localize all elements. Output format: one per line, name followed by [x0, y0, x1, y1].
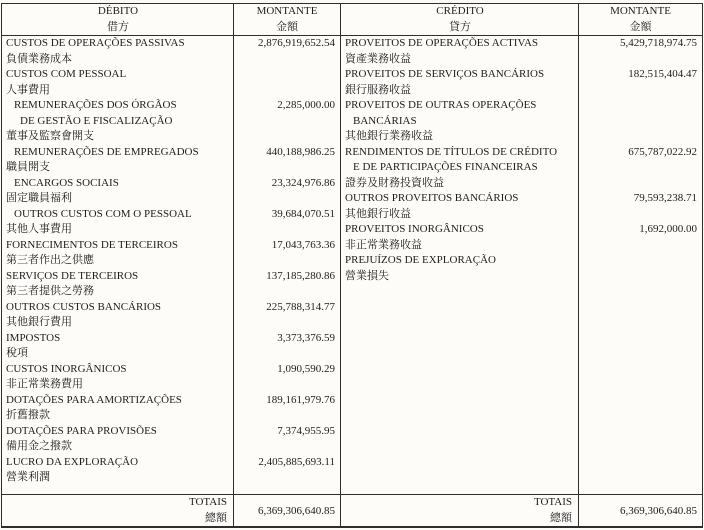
table-row	[2, 439, 340, 455]
row-label: 負債業務成本	[6, 52, 72, 65]
row-amount	[579, 129, 702, 145]
row-label: DOTAÇÕES PARA AMORTIZAÇÕES	[6, 393, 182, 406]
table-row	[341, 176, 702, 192]
credit-empty-space	[341, 284, 702, 494]
row-label: LUCRO DA EXPLORAÇÃO	[6, 455, 139, 468]
table-row	[341, 238, 702, 254]
row-amount: 137,185,280.86	[266, 269, 335, 282]
table-row	[2, 424, 340, 440]
table-row	[341, 160, 702, 176]
debit-totals-label	[2, 495, 234, 526]
row-amount	[579, 269, 702, 285]
row-label: 其他銀行收益	[345, 207, 411, 220]
table-row	[341, 52, 702, 68]
row-amount	[234, 129, 340, 145]
table-row	[2, 346, 340, 362]
row-amount: 2,876,919,652.54	[258, 37, 335, 49]
debit-header-row	[2, 4, 340, 36]
amount-header-pt: MONTANTE	[610, 5, 671, 17]
table-row	[2, 470, 340, 486]
row-label: 資產業務收益	[345, 52, 411, 65]
table-row	[2, 67, 340, 83]
row-amount	[234, 284, 340, 300]
table-row	[2, 315, 340, 331]
row-label: 其他銀行費用	[6, 316, 72, 328]
credit-total-amount: 6,369,306,640.85	[620, 504, 697, 517]
row-amount	[234, 67, 340, 83]
row-amount: 182,515,404.47	[628, 68, 697, 80]
row-amount	[234, 470, 340, 486]
table-row	[341, 145, 702, 161]
table-row	[2, 52, 340, 68]
row-label: 備用金之撥款	[6, 440, 72, 452]
row-label: DE GESTÃO E FISCALIZAÇÃO	[20, 114, 173, 127]
table-row	[341, 67, 702, 83]
table-row	[341, 207, 702, 223]
credit-section	[340, 4, 702, 526]
table-row	[2, 238, 340, 254]
table-row	[2, 83, 340, 99]
row-amount: 675,787,022.92	[628, 145, 697, 158]
row-amount: 5,429,718,974.75	[620, 37, 697, 49]
row-label: 銀行服務收益	[345, 83, 411, 96]
row-label: ENCARGOS SOCIAIS	[14, 176, 119, 189]
row-amount	[579, 253, 702, 269]
row-amount	[234, 315, 340, 331]
row-amount: 1,692,000.00	[639, 223, 697, 235]
credit-rows	[341, 36, 702, 284]
row-label: CUSTOS INORGÂNICOS	[6, 362, 127, 375]
debit-total-amount: 6,369,306,640.85	[258, 504, 335, 517]
row-amount	[579, 207, 702, 223]
table-row	[2, 331, 340, 347]
row-label: CUSTOS COM PESSOAL	[6, 68, 127, 80]
table-row	[341, 114, 702, 130]
totals-label-cn: 總額	[550, 511, 572, 524]
table-row	[2, 129, 340, 145]
row-amount	[579, 114, 702, 130]
row-label: 董事及監察會開支	[6, 130, 94, 142]
table-row	[2, 145, 340, 161]
table-row	[2, 36, 340, 52]
credit-totals-row	[341, 494, 702, 526]
debit-section	[2, 4, 340, 526]
amount-header-cn: 金額	[276, 20, 298, 33]
debit-empty-space	[2, 486, 340, 495]
row-label: PROVEITOS DE OUTRAS OPERAÇÕES	[345, 99, 537, 111]
table-row	[341, 98, 702, 114]
row-amount: 225,788,314.77	[266, 300, 335, 313]
row-label: 第三者作出之供應	[6, 254, 94, 266]
row-amount	[579, 98, 702, 114]
row-label: OUTROS PROVEITOS BANCÁRIOS	[345, 192, 519, 204]
row-amount: 189,161,979.76	[266, 393, 335, 406]
debit-header-cn: 借方	[107, 20, 129, 33]
row-label: 折舊撥款	[6, 409, 50, 421]
table-row	[2, 377, 340, 393]
row-label: PROVEITOS INORGÂNICOS	[345, 223, 484, 235]
table-row	[2, 160, 340, 176]
row-amount	[234, 160, 340, 176]
row-amount	[234, 377, 340, 393]
row-amount	[234, 191, 340, 207]
row-label: REMUNERAÇÕES DOS ÓRGÃOS	[14, 99, 177, 111]
row-label: 非正常業務收益	[345, 238, 422, 251]
row-label: SERVIÇOS DE TERCEIROS	[6, 269, 139, 282]
credit-header-row	[341, 4, 702, 36]
row-label: PROVEITOS DE OPERAÇÕES ACTIVAS	[345, 37, 539, 49]
row-amount	[234, 346, 340, 362]
table-row	[2, 408, 340, 424]
table-row	[2, 300, 340, 316]
row-label: 第三者提供之勞務	[6, 285, 94, 297]
totals-label-cn: 總額	[205, 511, 227, 524]
row-amount	[579, 160, 702, 176]
row-amount	[579, 83, 702, 99]
amount-header-cn: 金額	[629, 20, 652, 33]
row-amount	[579, 52, 702, 68]
row-label: REMUNERAÇÕES DE EMPREGADOS	[14, 145, 199, 158]
row-label: RENDIMENTOS DE TÍTULOS DE CRÉDITO	[345, 145, 558, 158]
row-amount	[234, 222, 340, 238]
table-row	[2, 222, 340, 238]
table-row	[341, 36, 702, 52]
amount-header-pt: MONTANTE	[256, 5, 318, 17]
table-row	[341, 191, 702, 207]
row-label: 稅項	[6, 347, 28, 359]
row-label: 營業利潤	[6, 471, 50, 483]
row-label: DOTAÇÕES PARA PROVISÕES	[6, 424, 157, 437]
row-label: OUTROS CUSTOS COM O PESSOAL	[14, 207, 192, 220]
row-label: 職員開支	[6, 161, 50, 173]
table-row	[341, 222, 702, 238]
table-row	[341, 269, 702, 285]
row-amount	[579, 176, 702, 192]
row-amount: 440,188,986.25	[266, 145, 335, 158]
profit-loss-table	[1, 3, 703, 528]
debit-totals-row	[2, 494, 340, 526]
credit-totals-label	[341, 495, 579, 526]
table-row	[2, 176, 340, 192]
totals-label-pt: TOTAIS	[533, 496, 572, 508]
row-label: E DE PARTICIPAÇÕES FINANCEIRAS	[353, 161, 538, 173]
row-label: 固定職員福利	[6, 192, 72, 204]
table-row	[2, 393, 340, 409]
row-amount	[579, 238, 702, 254]
table-row	[2, 191, 340, 207]
row-label: 非正常業務費用	[6, 378, 83, 390]
row-amount: 17,043,763.36	[271, 238, 335, 251]
credit-amount-header	[579, 4, 702, 35]
row-amount: 1,090,590.29	[277, 362, 335, 375]
table-row	[2, 114, 340, 130]
row-amount: 2,285,000.00	[277, 99, 335, 111]
row-label: OUTROS CUSTOS BANCÁRIOS	[6, 300, 162, 313]
row-amount	[234, 439, 340, 455]
row-amount	[234, 408, 340, 424]
row-label: 營業損失	[345, 269, 389, 282]
row-label: 人事費用	[6, 83, 50, 96]
row-amount	[234, 114, 340, 130]
row-amount	[234, 83, 340, 99]
row-amount: 39,684,070.51	[271, 207, 335, 220]
debit-header	[2, 4, 234, 35]
table-row	[2, 98, 340, 114]
table-row	[2, 284, 340, 300]
totals-label-pt: TOTAIS	[188, 496, 227, 508]
row-label: 證券及財務投資收益	[345, 176, 444, 189]
table-row	[341, 253, 702, 269]
debit-rows	[2, 36, 340, 486]
row-amount	[234, 253, 340, 269]
row-label: BANCÁRIAS	[353, 114, 417, 127]
table-row	[2, 207, 340, 223]
table-row	[341, 129, 702, 145]
table-row	[2, 269, 340, 285]
row-amount: 79,593,238.71	[633, 192, 697, 204]
row-amount: 2,405,885,693.11	[258, 455, 335, 468]
row-label: FORNECIMENTOS DE TERCEIROS	[6, 238, 178, 251]
row-label: 其他人事費用	[6, 223, 72, 235]
row-amount	[234, 52, 340, 68]
credit-header-cn: 貸方	[449, 20, 471, 33]
row-amount: 3,373,376.59	[277, 331, 335, 344]
table-row	[2, 253, 340, 269]
row-label: 其他銀行業務收益	[345, 130, 433, 142]
credit-header	[341, 4, 579, 35]
debit-header-pt: DÉBITO	[97, 5, 139, 17]
row-amount: 7,374,955.95	[277, 424, 335, 437]
table-row	[2, 362, 340, 378]
row-amount: 23,324,976.86	[271, 176, 335, 189]
table-row	[341, 83, 702, 99]
credit-header-pt: CRÉDITO	[436, 5, 484, 17]
row-label: PREJUÍZOS DE EXPLORAÇÃO	[345, 254, 496, 266]
debit-amount-header	[234, 4, 340, 35]
row-label: IMPOSTOS	[6, 331, 61, 344]
table-row	[2, 455, 340, 471]
row-label: CUSTOS DE OPERAÇÕES PASSIVAS	[6, 37, 185, 49]
row-label: PROVEITOS DE SERVIÇOS BANCÁRIOS	[345, 68, 545, 80]
